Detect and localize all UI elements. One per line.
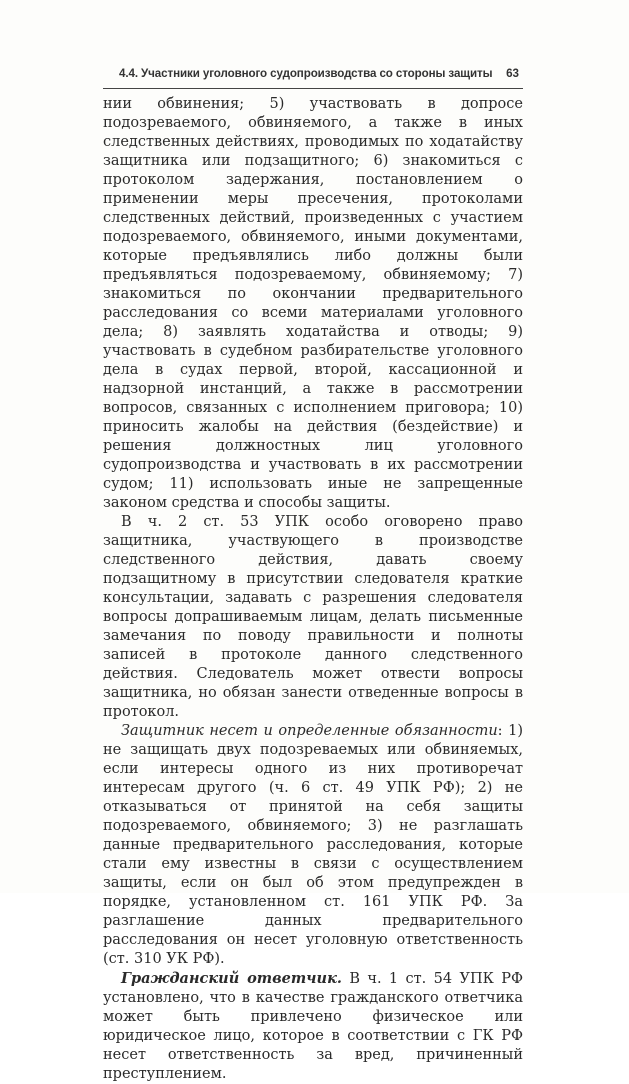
paragraph-defender-duties [103,722,523,969]
page-number: 63 [506,67,519,80]
paragraph-civil-defendant [103,969,523,1084]
running-title: 4.4. Участники уголовного судопроизводства со стороны защиты [119,67,493,80]
civil-defendant-text: В ч. 1 ст. 54 УПК РФ установлено, что в качестве гражданского ответчика может быть привлечено физическое или юридическое лицо, которое в соответствии с ГК РФ несет ответственность за вред, причиненный преступлением. [103,971,523,1082]
header-rule [103,88,523,89]
running-header [103,64,519,84]
civil-defendant-heading: Гражданский ответчик. [121,970,342,987]
duties-text: : 1) не защищать двух подозреваемых или обвиняемых, если интересы одного из них противоречат интересам другого (ч. 6 ст. 49 УПК РФ); 2) не отказываться от принятой на себя защиты подозреваемого, обвиняемого; 3) не разглашать данные предварительного расследования, которые стали ему известны в связи с осуществлением защиты, если он был об этом предупрежден в порядке, установленном ст. 161 УПК РФ. За разглашение данных предварительного расследования он несет уголовную ответственность (ст. 310 УК РФ). [103,723,523,967]
paragraph-consultation-right: В ч. 2 ст. 53 УПК особо оговорено право защитника, участвующего в производстве следственного действия, давать своему подзащитному в присутствии следователя краткие консультации, задавать с разрешения следователя вопросы допрашиваемым лицам, делать письменные замечания по поводу правильности и полноты записей в протоколе данного следственного действия. Следователь может отвести вопросы защитника, но обязан занести отведенные вопросы в протокол. [103,514,523,720]
paragraph-rights-continued: нии обвинения; 5) участвовать в допросе подозреваемого, обвиняемого, а также в иных следственных действиях, проводимых по ходатайству защитника или подзащитного; 6) знакомиться с протоколом задержания, постановлением о применении меры пресечения, протоколами следственных действий, произведенных с участием подозреваемого, обвиняемого, иными документами, которые предъявлялись либо должны были предъявляться подозреваемому, обвиняемому; 7) знакомиться по окончании предварительного расследования со всеми материалами уголовного дела; 8) заявлять ходатайства и отводы; 9) участвовать в судебном разбирательстве уголовного дела в судах первой, второй, кассационной и надзорной инстанций, а также в рассмотрении вопросов, связанных с исполнением приговора; 10) приносить жалобы на действия (бездействие) и решения должностных лиц уголовного судопроизводства и участвовать в их рассмотрении судом; 11) использовать иные не запрещенные законом средства и способы защиты. [103,96,523,511]
page-body [103,95,523,1084]
duties-lead: Защитник несет и определенные обязанности [121,723,498,739]
